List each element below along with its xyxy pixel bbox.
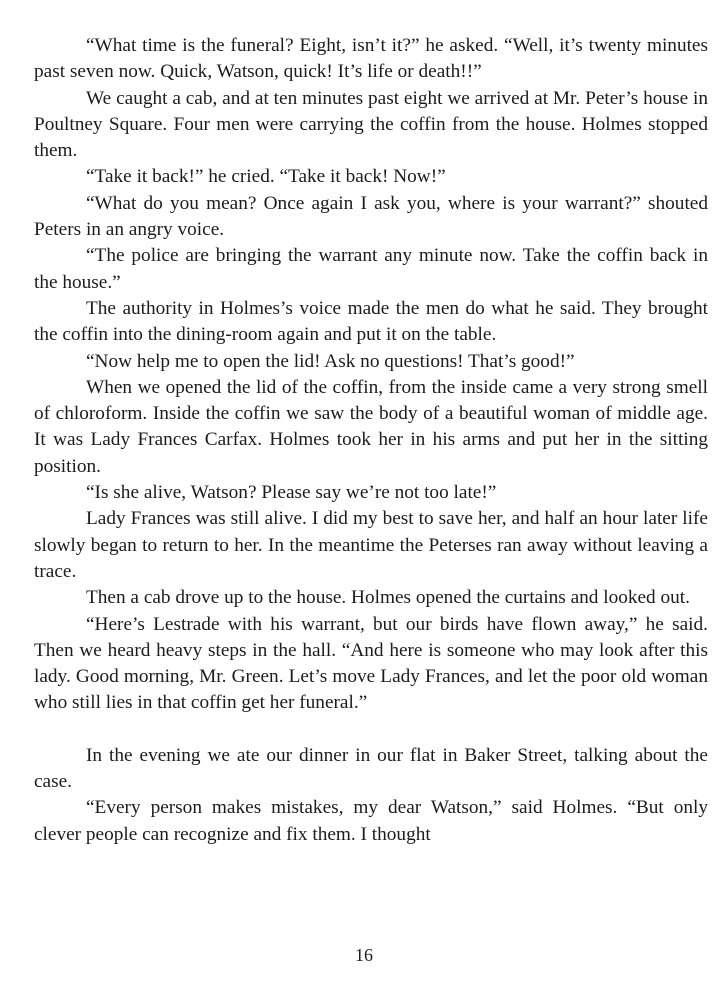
paragraph: “What do you mean? Once again I ask you, where is your warrant?” shouted Peters in an angry voice.: [34, 192, 708, 241]
page-number: 16: [355, 945, 373, 965]
paragraph: The authority in Holmes’s voice made the men do what he said. They brought the coffin into the dining-room again and put it on the table.: [34, 297, 708, 346]
paragraph: “The police are bringing the warrant any minute now. Take the coffin back in the house.”: [34, 245, 708, 293]
paragraph: “Take it back!” he cried. “Take it back! Now!”: [86, 166, 446, 188]
paragraph: When we opened the lid of the coffin, from the inside came a very strong smell of chloroform. Inside the coffin we saw the body of a beautiful woman of middle age. It was Lady Frances Carfax. Holmes took her in his arms and put her in the sitting position.: [34, 376, 708, 477]
page-body: [34, 33, 708, 848]
paragraph: Then a cab drove up to the house. Holmes opened the curtains and looked out.: [86, 587, 690, 609]
paragraph: Lady Frances was still alive. I did my best to save her, and half an hour later life slowly began to return to her. In the meantime the Peterses ran away without leaving a trace.: [34, 508, 708, 582]
paragraph: “Every person makes mistakes, my dear Watson,” said Holmes. “But only clever people can recognize and fix them. I thought: [34, 797, 708, 845]
paragraph: “What time is the funeral? Eight, isn’t it?” he asked. “Well, it’s twenty minutes past seven now. Quick, Watson, quick! It’s life or death!!”: [34, 35, 708, 83]
paragraph: We caught a cab, and at ten minutes past eight we arrived at Mr. Peter’s house in Poultney Square. Four men were carrying the coffin from the house. Holmes stopped them.: [34, 87, 708, 162]
paragraph: “Now help me to open the lid! Ask no questions! That’s good!”: [86, 350, 575, 372]
paragraph: In the evening we ate our dinner in our flat in Baker Street, talking about the case.: [34, 744, 708, 793]
paragraph: “Here’s Lestrade with his warrant, but our birds have flown away,” he said. Then we heard heavy steps in the hall. “And here is someone who may look after this lady. Good morning, Mr. Green. Let’s move Lady Frances, and let the poor old woman who still lies in that coffin get her funeral.”: [34, 613, 708, 714]
paragraph: “Is she alive, Watson? Please say we’re not too late!”: [86, 482, 497, 504]
